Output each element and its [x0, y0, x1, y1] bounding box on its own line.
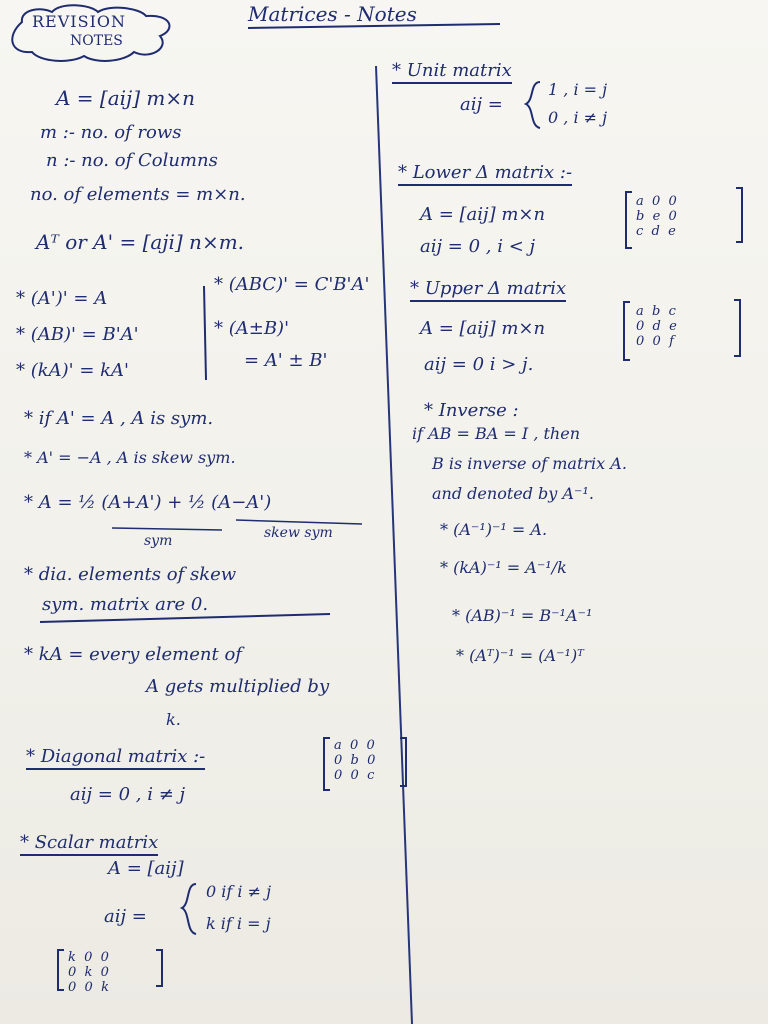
revision-badge-line2: NOTES [70, 33, 123, 49]
transpose-prop-2: * (AB)' = B'A' [16, 324, 139, 345]
page-title: Matrices - Notes [248, 2, 417, 26]
diagonal-skew-note-2: sym. matrix are 0. [42, 594, 209, 615]
transpose-prop-4: * (ABC)' = C'B'A' [214, 274, 370, 295]
sym-label: sym [144, 533, 173, 549]
diagonal-matrix-example: a 0 0 0 b 0 0 0 c [334, 738, 376, 783]
diagonal-matrix-condition: aij = 0 , i ≠ j [70, 784, 186, 805]
skew-brace-underline [236, 520, 362, 524]
scalar-matrix-case-2: k if i = j [206, 914, 271, 933]
rows-definition: m :- no. of rows [40, 122, 182, 143]
symmetric-note: * if A' = A , A is sym. [24, 408, 214, 429]
unit-matrix-heading: * Unit matrix [392, 62, 512, 84]
lower-triangular-condition: aij = 0 , i < j [420, 236, 536, 257]
transpose-prop-1: * (A')' = A [16, 288, 108, 309]
revision-badge-line1: REVISION [32, 12, 126, 31]
scalar-multiple-note-3: k. [166, 710, 181, 729]
diagonal-matrix-heading: * Diagonal matrix :- [26, 748, 205, 770]
skew-symmetric-note: * A' = −A , A is skew sym. [24, 448, 236, 467]
scalar-matrix-heading: * Scalar matrix [20, 834, 158, 856]
lower-triangular-heading: * Lower Δ matrix :- [398, 164, 572, 186]
upper-matrix-bracket-left [624, 302, 630, 360]
lower-triangular-example: a 0 0 b e 0 c d e [636, 194, 677, 239]
transpose-prop-5b: = A' ± B' [244, 350, 328, 371]
unit-matrix-case-1: 1 , i = j [548, 80, 608, 99]
elements-count: no. of elements = m×n. [30, 184, 246, 205]
scalar-matrix-lhs: aij = [104, 906, 147, 927]
scalar-matrix-case-1: 0 if i ≠ j [206, 882, 272, 901]
inverse-definition-1: if AB = BA = I , then [412, 424, 580, 443]
upper-triangular-heading: * Upper Δ matrix [410, 280, 566, 302]
inverse-definition-3: and denoted by A⁻¹. [432, 484, 594, 503]
lower-triangular-definition: A = [aij] m×n [420, 204, 546, 225]
columns-definition: n :- no. of Columns [46, 150, 218, 171]
scalar-matrix-bracket-right [156, 950, 162, 986]
upper-matrix-bracket-right [734, 300, 740, 356]
props-divider [204, 286, 206, 380]
lower-matrix-bracket-right [736, 188, 742, 242]
transpose-prop-3: * (kA)' = kA' [16, 360, 130, 381]
transpose-prop-5: * (A±B)' [214, 318, 290, 339]
inverse-prop-2: * (kA)⁻¹ = A⁻¹/k [440, 558, 567, 577]
matrix-definition: A = [aij] m×n [56, 86, 196, 110]
transpose-definition: Aᵀ or A' = [aji] n×m. [36, 230, 245, 254]
dia-underline [40, 614, 330, 622]
unit-matrix-case-2: 0 , i ≠ j [548, 108, 608, 127]
skew-sym-label: skew sym [264, 525, 333, 541]
scalar-matrix-definition: A = [aij] [108, 858, 184, 879]
scalar-matrix-bracket-left [58, 950, 64, 990]
sym-skew-split: * A = ½ (A+A') + ½ (A−A') [24, 492, 272, 513]
diag-matrix-bracket-left [324, 738, 330, 790]
upper-triangular-definition: A = [aij] m×n [420, 318, 546, 339]
unit-brace [526, 82, 540, 128]
column-divider [376, 66, 412, 1024]
unit-matrix-lhs: aij = [460, 94, 503, 115]
upper-triangular-example: a b c 0 d e 0 0 f [636, 304, 677, 349]
inverse-heading: * Inverse : [424, 400, 519, 421]
scalar-matrix-example: k 0 0 0 k 0 0 0 k [68, 950, 109, 995]
scalar-brace [182, 884, 196, 934]
inverse-prop-1: * (A⁻¹)⁻¹ = A. [440, 520, 548, 539]
inverse-prop-4: * (Aᵀ)⁻¹ = (A⁻¹)ᵀ [456, 646, 584, 665]
scalar-multiple-note-2: A gets multiplied by [146, 676, 330, 697]
inverse-prop-3: * (AB)⁻¹ = B⁻¹A⁻¹ [452, 606, 593, 625]
upper-triangular-condition: aij = 0 i > j. [424, 354, 534, 375]
diagonal-skew-note-1: * dia. elements of skew [24, 564, 237, 585]
sym-brace-underline [112, 528, 222, 530]
inverse-definition-2: B is inverse of matrix A. [432, 454, 627, 473]
scalar-multiple-note-1: * kA = every element of [24, 644, 242, 665]
lower-matrix-bracket-left [626, 192, 632, 248]
